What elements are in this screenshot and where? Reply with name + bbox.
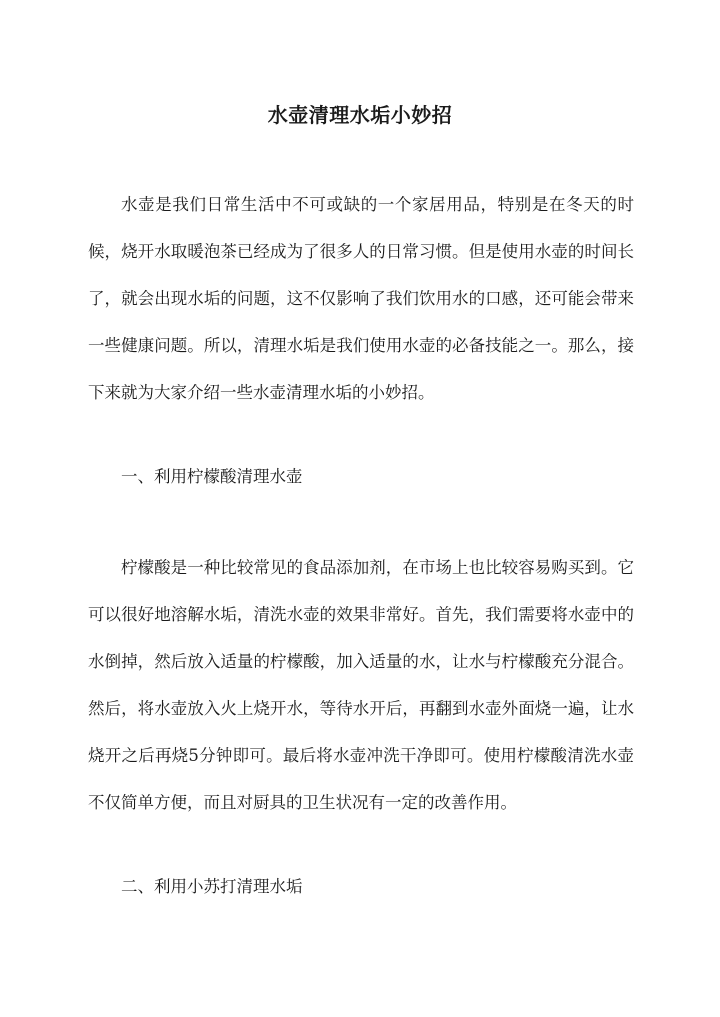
section-heading-baking-soda: 二、利用小苏打清理水垢 [121,877,303,896]
document-title: 水壶清理水垢小妙招 [267,103,453,128]
section-body-citric-acid: 柠檬酸是一种比较常见的食品添加剂，在市场上也比较容易购买到。它可以很好地溶解水垢，清洗水壶的效果非常好。首先，我们需要将水壶中的水倒掉，然后放入适量的柠檬酸，加入适量的水，让水与柠檬酸充分混合。然后，将水壶放入火上烧开水，等待水开后，再翻到水壶外面烧一遍，让水烧开之后再烧5分钟即可。最后将水壶冲洗干净即可。使用柠檬酸清洗水壶不仅简单方便，而且对厨具的卫生状况有一定的改善作用。 [88,558,634,812]
section-heading-citric-acid: 一、利用柠檬酸清理水壶 [121,467,303,486]
intro-paragraph: 水壶是我们日常生活中不可或缺的一个家居用品，特别是在冬天的时候，烧开水取暖泡茶已经成为了很多人的日常习惯。但是使用水壶的时间长了，就会出现水垢的问题，这不仅影响了我们饮用水的口感，还可能会带来一些健康问题。所以，清理水垢是我们使用水壶的必备技能之一。那么，接下来就为大家介绍一些水壶清理水垢的小妙招。 [88,195,634,402]
